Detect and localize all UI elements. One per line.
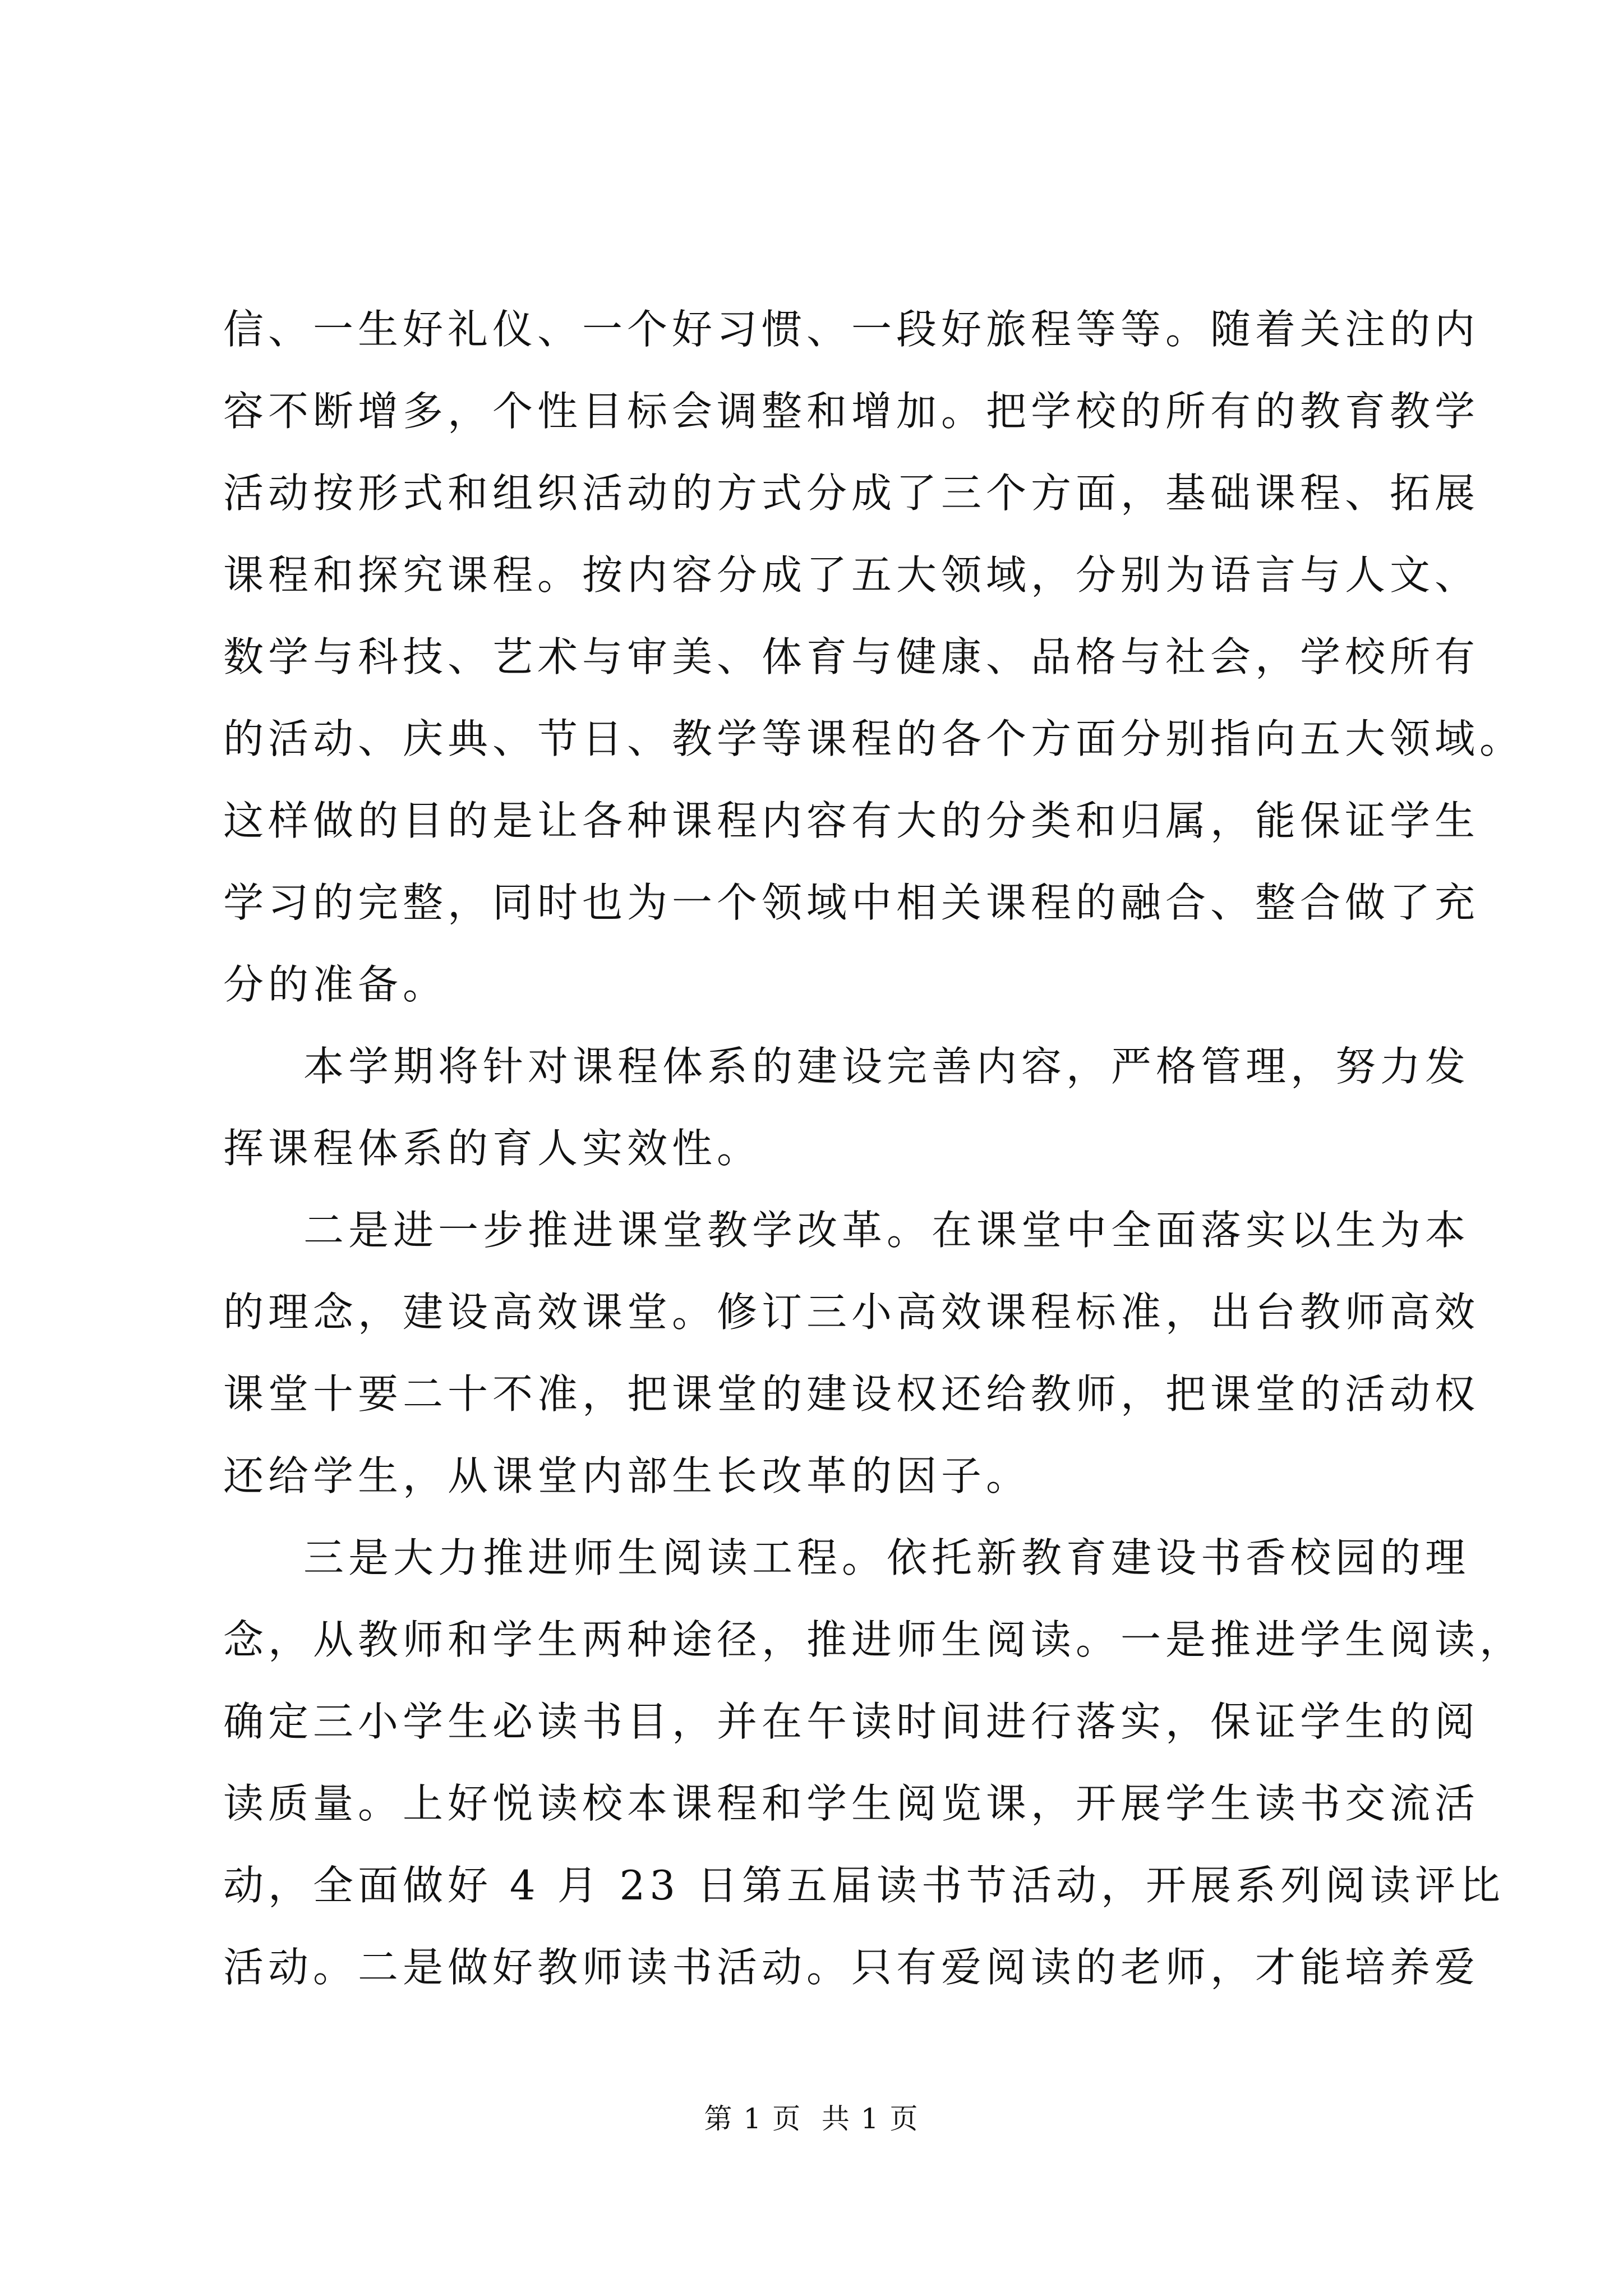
text-line: 本学期将针对课程体系的建设完善内容，严格管理，努力发 [303,1043,1470,1090]
text-line: 容不断增多，个性目标会调整和增加。把学校的所有的教育教学 [223,388,1480,435]
text-line: 还给学生，从课堂内部生长改革的因子。 [223,1452,1031,1499]
text-line: 分的准备。 [223,961,448,1008]
text-line: 的理念，建设高效课堂。修订三小高效课程标准，出台教师高效 [223,1289,1480,1336]
text-line: 这样做的目的是让各种课程内容有大的分类和归属，能保证学生 [223,797,1480,844]
text-line: 挥课程体系的育人实效性。 [223,1125,762,1172]
text-line: 的活动、庆典、节日、教学等课程的各个方面分别指向五大领域。 [223,715,1525,762]
text-line: 动，全面做好 4 月 23 日第五届读书节活动，开展系列阅读评比 [223,1862,1505,1909]
text-line: 课堂十要二十不准，把课堂的建设权还给教师，把课堂的活动权 [223,1370,1480,1418]
body-text [223,288,1525,2008]
text-line: 信、一生好礼仪、一个好习惯、一段好旅程等等。随着关注的内 [223,306,1480,353]
text-line: 学习的完整，同时也为一个领域中相关课程的融合、整合做了充 [223,879,1480,926]
text-line: 三是大力推进师生阅读工程。依托新教育建设书香校园的理 [303,1534,1470,1581]
text-line: 念，从教师和学生两种途径，推进师生阅读。一是推进学生阅读， [223,1616,1525,1663]
text-line: 数学与科技、艺术与审美、体育与健康、品格与社会，学校所有 [223,633,1480,680]
page-footer: 第 1 页 共 1 页 [704,2102,919,2135]
text-line: 确定三小学生必读书目，并在午读时间进行落实，保证学生的阅 [223,1698,1480,1745]
text-line: 活动。二是做好教师读书活动。只有爱阅读的老师，才能培养爱 [223,1944,1480,1991]
text-line: 读质量。上好悦读校本课程和学生阅览课，开展学生读书交流活 [223,1780,1480,1827]
text-line: 课程和探究课程。按内容分成了五大领域，分别为语言与人文、 [223,551,1480,599]
text-line: 活动按形式和组织活动的方式分成了三个方面，基础课程、拓展 [223,470,1480,517]
text-line: 二是进一步推进课堂教学改革。在课堂中全面落实以生为本 [303,1207,1470,1254]
